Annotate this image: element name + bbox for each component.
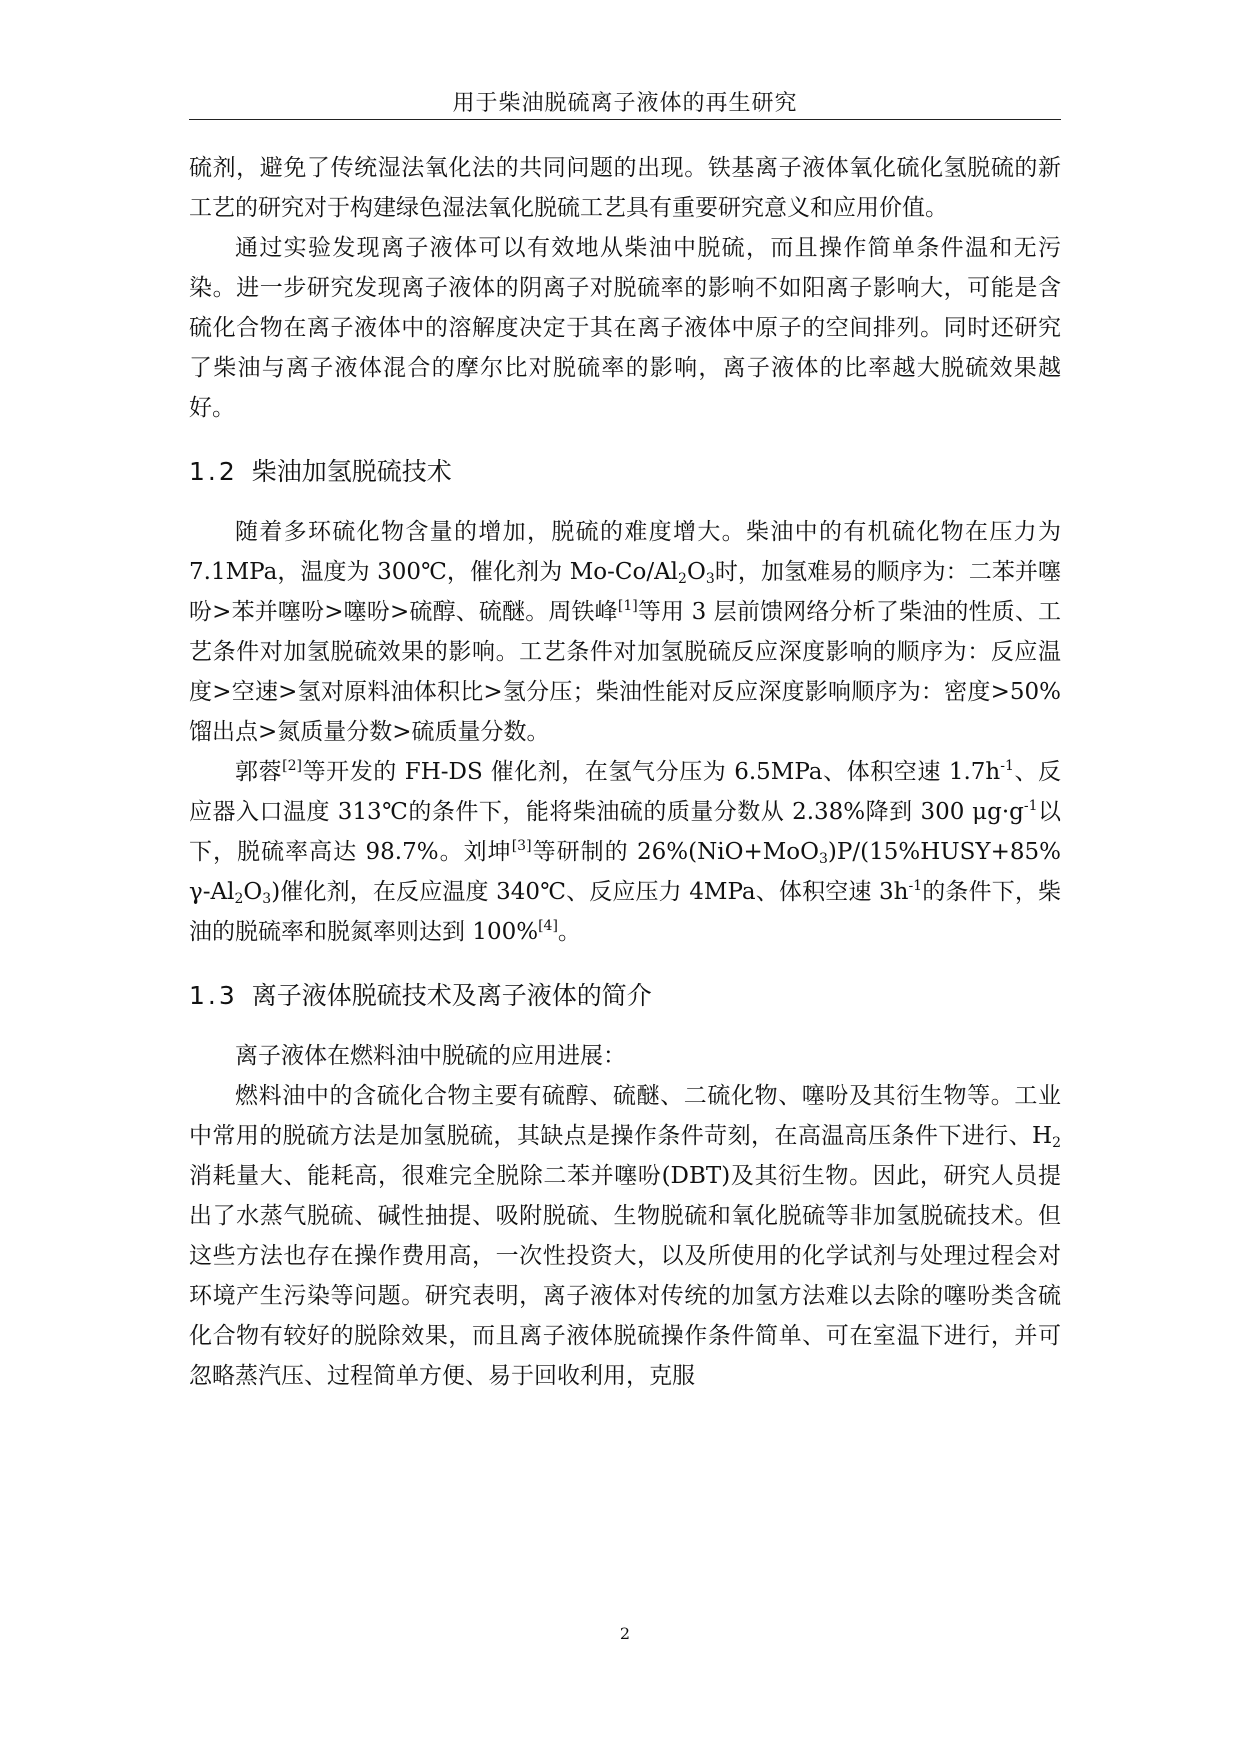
section-heading-1-3 (189, 976, 1061, 1016)
paragraph-catalysts: 郭蓉[2]等开发的 FH-DS 催化剂，在氢气分压为 6.5MPa、体积空速 $1.7h^{-1}$、反应器入口温度 313℃的条件下，能将柴油硫的质量分数从 2.38%降到 300 $\mu g\cdot g^{-1}$以下，脱硫率高达 98.7%。刘坤[3]等研制的 26%(NiO+MoO$_3$)P/(15%HUSY+85% $\gamma-Al_2O_3$)催化剂，在反应温度 340℃、反应压力 4MPa、体积空速 $3h^{-1}$的条件下，柴油的脱硫率和脱氮率则达到 100%[4]。 (189, 758, 1062, 945)
section-title: 离子液体脱硫技术及离子液体的简介 (251, 981, 652, 1010)
section-number: 1.2 (189, 457, 238, 486)
citation-ref: [1] (617, 598, 638, 614)
paragraph-hydrodesulfurization: 随着多环硫化物含量的增加，脱硫的难度增大。柴油中的有机硫化物在压力为 7.1MPa，温度为 300℃，催化剂为 $Mo-Co/Al_2O_3$时，加氢难易的顺序为：二苯并噻吩>苯并噻吩>噻吩>硫醇、硫醚。周铁峰[1]等用 3 层前馈网络分析了柴油的性质、工艺条件对加氢脱硫效果的影响。工艺条件对加氢脱硫反应深度影响的顺序为：反应温度>空速>氢对原料油体积比>氢分压；柴油性能对反应深度影响顺序为：密度>50%馏出点>氮质量分数>硫质量分数。 (189, 519, 1062, 745)
citation-ref: [3] (511, 838, 532, 854)
paragraph-continuation: 硫剂，避免了传统湿法氧化法的共同问题的出现。铁基离子液体氧化硫化氢脱硫的新工艺的研究对于构建绿色湿法氧化脱硫工艺具有重要研究意义和应用价值。 (189, 155, 1061, 221)
header-divider (189, 119, 1061, 120)
paragraph-sulfur-compounds: 燃料油中的含硫化合物主要有硫醇、硫醚、二硫化物、噻吩及其衍生物等。工业中常用的脱硫方法是加氢脱硫，其缺点是操作条件苛刻，在高温高压条件下进行、$H_2$消耗量大、能耗高，很难完全脱除二苯并噻吩(DBT)及其衍生物。因此，研究人员提出了水蒸气脱硫、碱性抽提、吸附脱硫、生物脱硫和氧化脱硫等非加氢脱硫技术。但这些方法也存在操作费用高，一次性投资大，以及所使用的化学试剂与处理过程会对环境产生污染等问题。研究表明，离子液体对传统的加氢方法难以去除的噻吩类含硫化合物有较好的脱除效果，而且离子液体脱硫操作条件简单、可在室温下进行，并可忽略蒸汽压、过程简单方便、易于回收利用，克服 (189, 1083, 1061, 1389)
section-number: 1.3 (189, 981, 238, 1010)
citation-ref: [4] (538, 918, 558, 934)
paragraph-ionic-liquid-findings: 通过实验发现离子液体可以有效地从柴油中脱硫，而且操作简单条件温和无污染。进一步研究发现离子液体的阴离子对脱硫率的影响不如阳离子影响大，可能是含硫化合物在离子液体中的溶解度决定于其在离子液体中原子的空间排列。同时还研究了柴油与离子液体混合的摩尔比对脱硫率的影响，离子液体的比率越大脱硫效果越好。 (189, 235, 1061, 421)
citation-ref: [2] (282, 758, 302, 774)
section-title: 柴油加氢脱硫技术 (251, 457, 452, 486)
page-number: 2 (619, 1624, 631, 1643)
paragraph-application-progress: 离子液体在燃料油中脱硫的应用进展： (235, 1043, 626, 1069)
section-heading-1-2 (189, 452, 1061, 492)
running-header: 用于柴油脱硫离子液体的再生研究 (452, 91, 798, 116)
page-body (189, 148, 1061, 1396)
